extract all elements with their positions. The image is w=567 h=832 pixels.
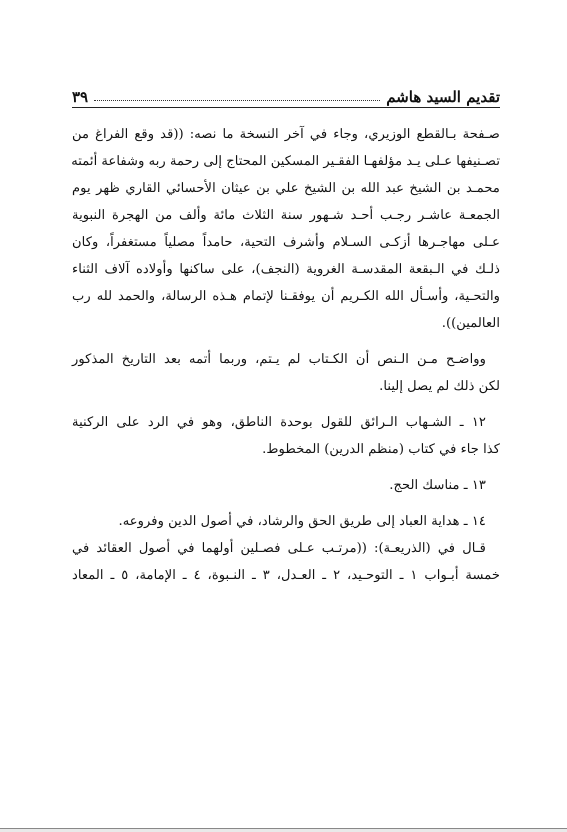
paragraph: [72, 535, 500, 589]
header-dot-leader: [94, 99, 380, 101]
text-line: وواضـح مـن الـنص أن الكـتاب لم يـتم، وربما أتمه بعد التاريخ المذكور: [72, 352, 486, 367]
page-bottom-edge: [0, 828, 567, 832]
page-body: [72, 121, 500, 589]
list-item: [72, 409, 500, 463]
running-header: [72, 80, 500, 106]
running-title: تقديم السيد هاشم: [386, 88, 500, 106]
text-line: ١٣ ـ مناسك الحج.: [389, 478, 486, 493]
text-line: خمسة أبـواب ١ ـ التوحـيد، ٢ ـ العـدل، ٣ ـ النـبوة، ٤ ـ الإمامة، ٥ ـ المعاد: [72, 568, 500, 583]
paragraph: [72, 346, 500, 400]
list-item: [72, 508, 500, 535]
text-line: العالمين)).: [441, 316, 500, 331]
text-line: ١٢ ـ الشـهاب الـرائق للقول بوحدة الناطق، وهو في الرد على الركنية: [72, 415, 486, 430]
text-line: صـفحة بـالقطع الوزيري، وجاء في آخر النسخة ما نصه: ((قد وقع الفراغ من: [72, 127, 500, 142]
header-rule: [72, 107, 500, 108]
text-line: ذلـك في الـبقعة المقدسـة الغروية (النجف)، على ساكنها وأولاده آلاف الثناء: [72, 262, 500, 277]
text-line: عـلى مهاجـرها أزكـى السـلام وأشرف التحية، حامداً مصلياً مستغفراً، وكان: [72, 235, 500, 250]
text-line: محمـد بن الشيخ عبد الله بن الشيخ علي بن عيثان الأحسائي القاري ظهر يوم: [72, 181, 500, 196]
paragraph: [72, 121, 500, 337]
text-line: لكن ذلك لم يصل إلينا.: [379, 379, 500, 394]
text-line: قـال في (الذريعـة): ((مرتـب عـلى فصـلين أولهما في أصول العقائد في: [72, 541, 486, 556]
text-line: كذا جاء في كتاب (منظم الدرين) المخطوط.: [262, 442, 500, 457]
list-item: [72, 472, 500, 499]
text-line: الجمعـة عاشـر رجـب أحـد شـهور سنة الثلاث مائة وألف من الهجرة النبوية: [72, 208, 500, 223]
text-line: تصـنيفها عـلى يـد مؤلفهـا الفقـير المسكين المحتاج إلى رحمة ربه وشفاعة أئمته: [71, 154, 500, 169]
text-line: والتحـية، وأسـأل الله الكـريم أن يوفقـنا لإتمام هـذه الرسالة، والحمد لله رب: [72, 289, 500, 304]
page-number: ٣٩: [72, 88, 89, 106]
text-line: ١٤ ـ هداية العباد إلى طريق الحق والرشاد، في أصول الدين وفروعه.: [118, 514, 486, 529]
